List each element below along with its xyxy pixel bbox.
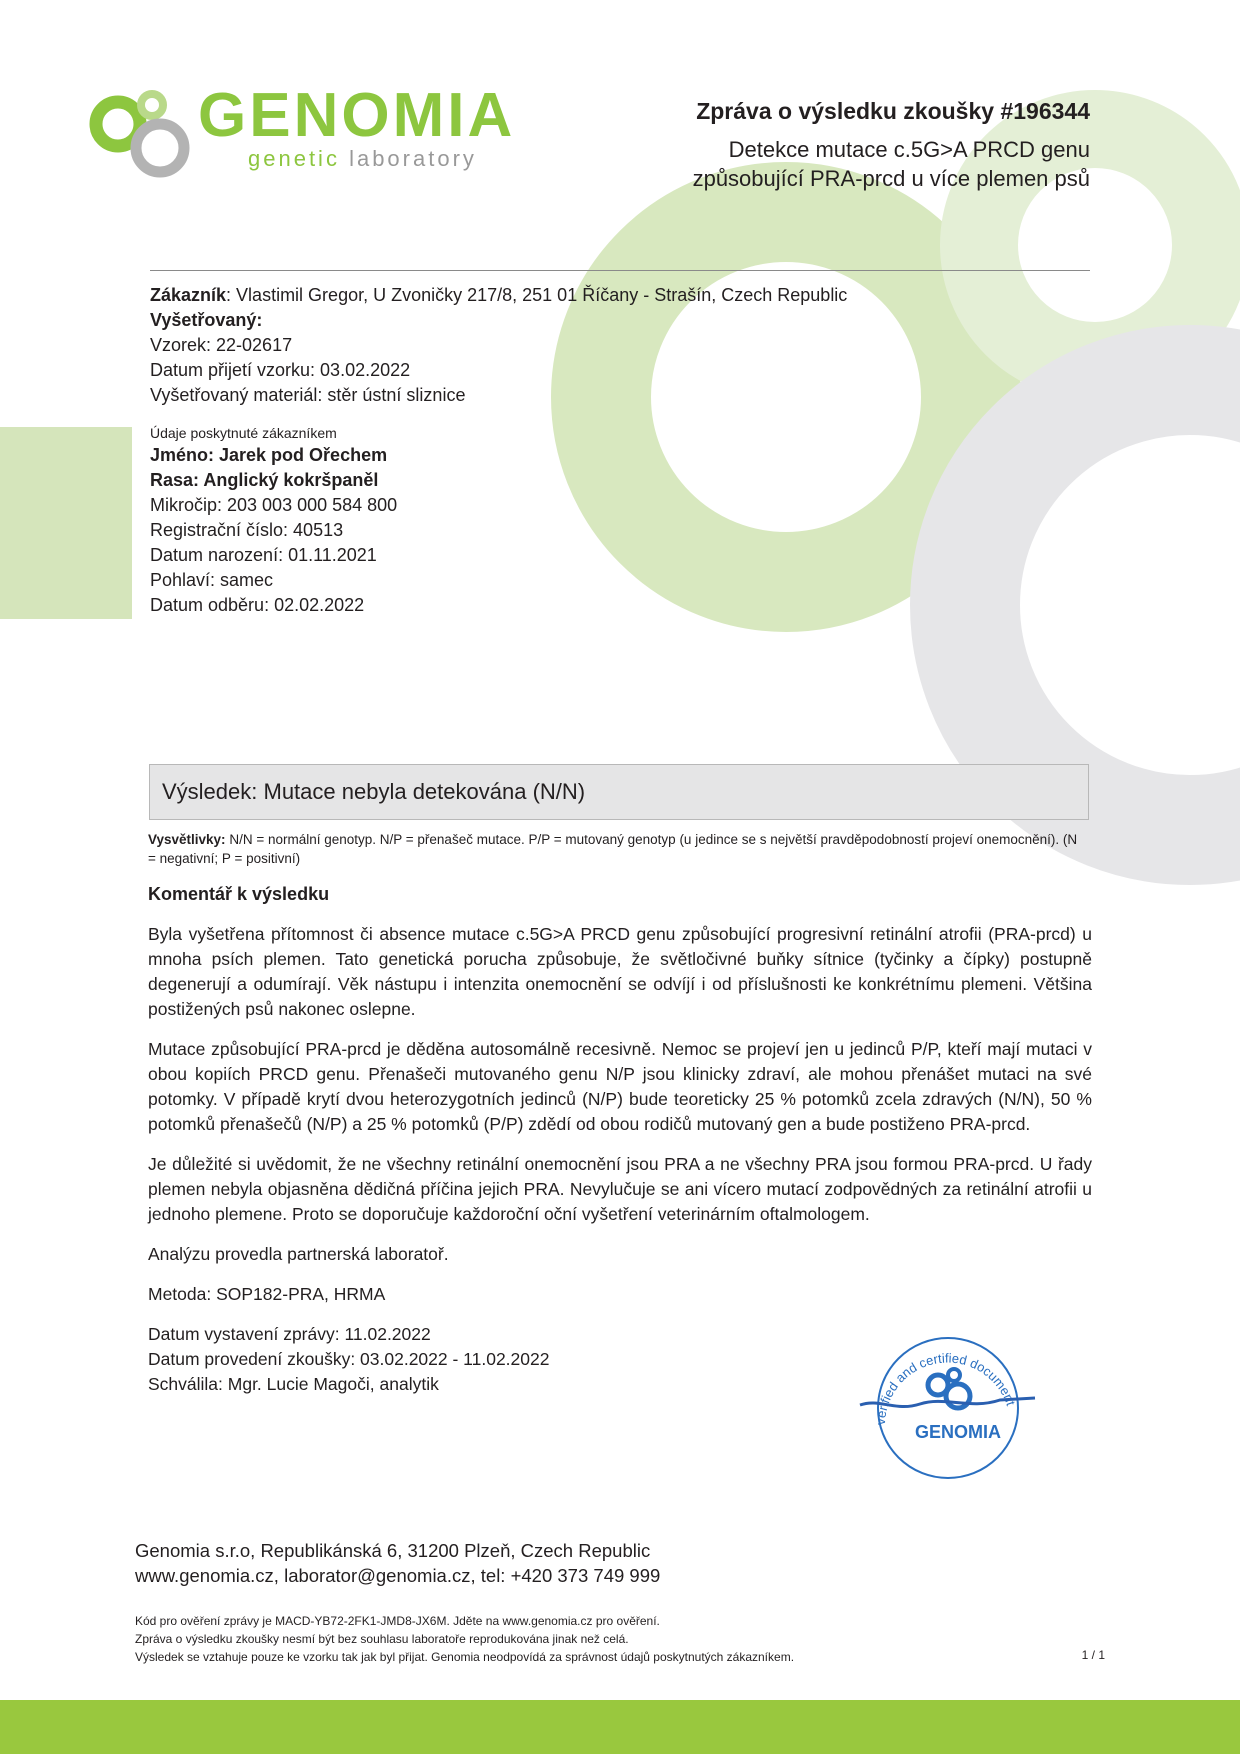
logo-tagline: genetic laboratory: [248, 146, 477, 171]
animal-info: Údaje poskytnuté zákazníkem Jméno: Jarek pod Ořechem Rasa: Anglický kokršpaněl Mikročip: 203 003 000 584 800 Registrační číslo: 40513 Datum narození: 01.11.2021 Pohlaví: samec Datum odběru: 02.02.2022: [150, 425, 398, 615]
certification-stamp-icon: [850, 1330, 1050, 1480]
logo-circles-icon: [88, 88, 198, 188]
received-date: Datum přijetí vzorku: 03.02.2022: [150, 360, 411, 380]
comment-body: Byla vyšetřena přítomnost či absence mutace c.5G>A PRCD genu způsobující progresivní retinální atrofii (PRA-prcd) u mnoha psích plemen. Tato genetická porucha způsobuje, že světločivné buňky sítnice (tyčinky a čípky) postupně degenerují a odumírají. Věk nástupu i intenzita onemocnění se odvíjí i od příslušnosti ke konkrétnímu plemeni. Většina postižených psů nakonec oslepne. Mutace způsobující PRA-prcd je děděna autosomálně recesivně. Nemoc se projeví jen u jedinců P/P, kteří mají mutaci v obou kopiích PRCD genu. Přenašeči mutovaného genu N/P jsou klinicky zdraví, ale mohou přenášet mutaci na své potomky. V případě krytí dvou heterozygotních jedinců (N/P) bude teoreticky 25 % potomků zcela zdravých (N/N), 50 % potomků přenašečů (N/P) a 25 % potomků (P/P) zdědí od obou rodičů mutovaný gen a bude postiženo PRA-prcd. Je důležité si uvědomit, že ne všechny retinální onemocnění jsou PRA a ne všechny PRA jsou formou PRA-prcd. U řady plemen nebyla objasněna dědičná příčina jejich PRA. Nevylučuje se ani vícero mutací zodpovědných za retinální atrofii u jednoho plemene. Proto se doporučuje každoroční oční vyšetření veterinárním oftalmologem. Analýzu provedla partnerská laboratoř. Metoda: SOP182-PRA, HRMA Datum vystavení zprávy: 11.02.2022 Datum provedení zkoušky: 03.02.2022 - 11.02.2022 Schválila: Mgr. Lucie Magoči, analytik: [148, 922, 1092, 1397]
report-dates: Datum vystavení zprávy: 11.02.2022 Datum provedení zkoušky: 03.02.2022 - 11.02.2022 Schválila: Mgr. Lucie Magoči, analytik: [148, 1324, 550, 1394]
footer-fineprint: Kód pro ověření zprávy je MACD-YB72-2FK1-JMD8-JX6M. Jděte na www.genomia.cz pro ověření. Zpráva o výsledku zkoušky nesmí být bez souhlasu laboratoře reprodukována jinak než celá. Výsledek se vztahuje pouze ke vzorku tak jak byl přijat. Genomia neodpovídá za správnost údajů poskytnutých zákazníkem.: [135, 1612, 1105, 1666]
svg-text:verified and certified documen: verified and certified document: [872, 1350, 1019, 1426]
genomia-logo: [88, 81, 528, 188]
report-title: Zpráva o výsledku zkoušky #196344: [696, 98, 1090, 124]
report-header: [693, 98, 1090, 193]
material: Vyšetřovaný materiál: stěr ústní sliznice: [150, 385, 466, 405]
header-divider: [150, 270, 1090, 271]
sample-id: Vzorek: 22-02617: [150, 335, 293, 355]
animal-name: Jméno: Jarek pod Ořechem: [150, 445, 388, 465]
logo-wordmark: GENOMIA: [198, 81, 516, 150]
svg-text:GENOMIA: GENOMIA: [915, 1422, 1002, 1442]
animal-breed: Rasa: Anglický kokršpaněl: [150, 470, 379, 490]
customer-info: Zákazník: Vlastimil Gregor, U Zvoničky 217/8, 251 01 Říčany - Strašín, Czech Republic Vyšetřovaný: Vzorek: 22-02617 Datum přijetí vzorku: 03.02.2022 Vyšetřovaný materiál: stěr ústní sliznice: [150, 283, 847, 408]
verification-code: Kód pro ověření zprávy je MACD-YB72-2FK1-JMD8-JX6M. Jděte na www.genomia.cz pro ověření.: [135, 1614, 660, 1628]
report-subtitle: Detekce mutace c.5G>A PRCD genu způsobující PRA-prcd u více plemen psů: [692, 137, 1090, 191]
result-box: Výsledek: Mutace nebyla detekována (N/N): [149, 764, 1089, 820]
decorative-side-block: [0, 427, 132, 619]
company-info: Genomia s.r.o, Republikánská 6, 31200 Plzeň, Czech Republic www.genomia.cz, laborator@genomia.cz, tel: +420 373 749 999: [135, 1540, 661, 1586]
legend: Vysvětlivky: N/N = normální genotyp. N/P = přenašeč mutace. P/P = mutovaný genotyp (u jedince se s největší pravděpodobností projeví onemocnění). (N = negativní; P = positivní): [148, 832, 1078, 866]
page-number: 1 / 1: [1081, 1648, 1105, 1662]
footer-bar: [0, 1700, 1240, 1754]
comment-heading: Komentář k výsledku: [148, 884, 330, 904]
